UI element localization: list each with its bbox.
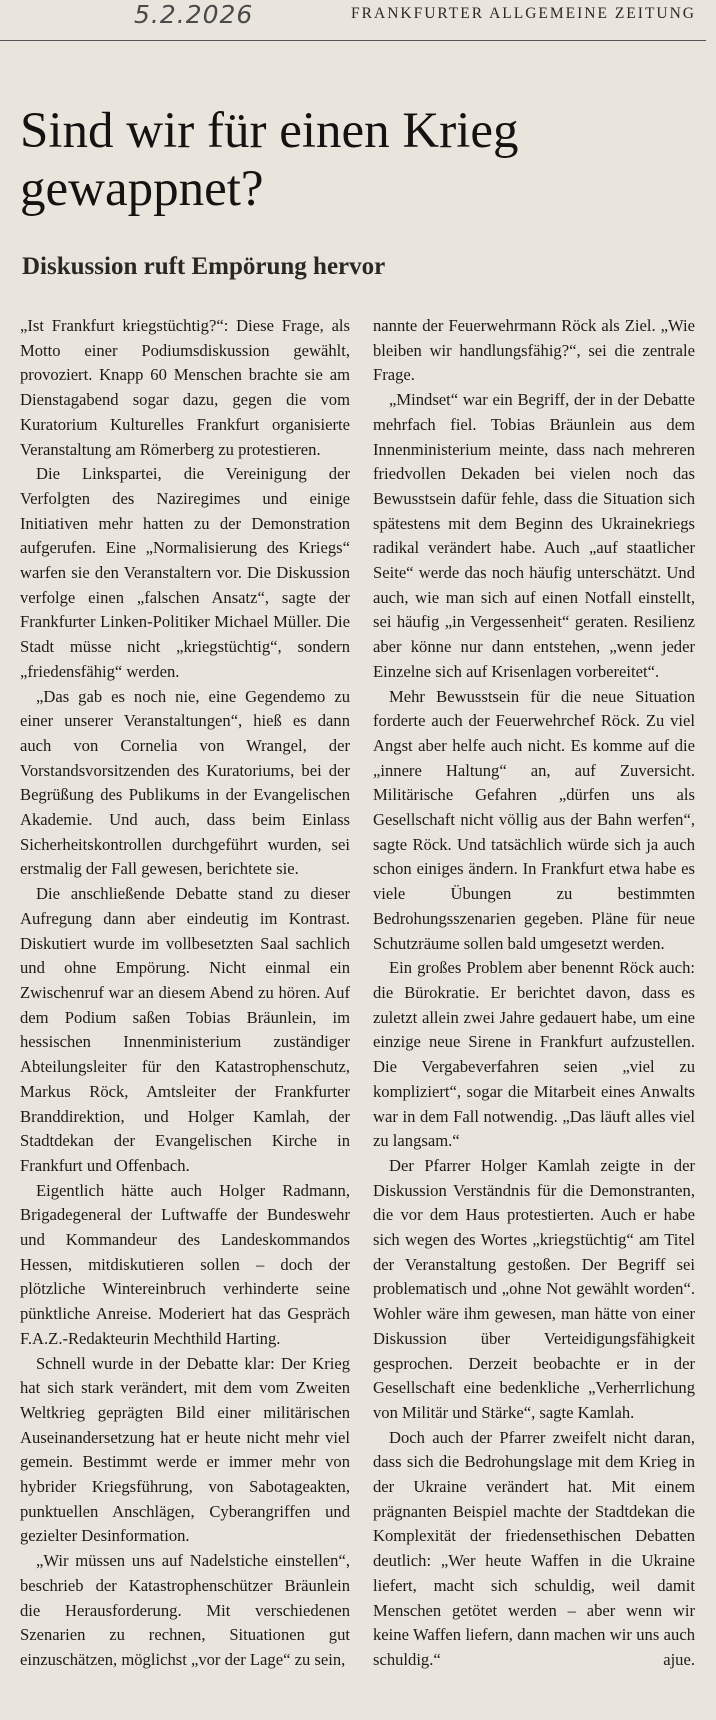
paragraph-last	[373, 1426, 695, 1673]
paragraph: Schnell wurde in der Debatte klar: Der Krieg hat sich stark verändert, mit dem vom Zweiten Weltkrieg geprägten Bild einer militärischen Auseinandersetzung hat er heute nicht mehr viel gemein. Bestimmt werde er immer mehr von hybrider Kriegsführung, von Sabotageakten, punktuellen Anschlägen, Cyberangriffen und gezielter Desinformation.	[20, 1353, 350, 1546]
header-rule	[0, 40, 706, 41]
handwritten-date: 5.2.2026	[134, 0, 254, 29]
paragraph: Die Linkspartei, die Vereinigung der Verfolgten des Naziregimes und einige Initiativen mehr hatten zu der Demonstration aufgerufen. Eine „Normalisierung des Kriegs“ warfen sie den Veranstaltern vor. Die Diskussion verfolge einen „falschen Ansatz“, sagte der Frankfurter Linken-Politiker Michael Müller. Die Stadt müsse nicht „kriegstüchtig“, sondern „friedensfähig“ werden.	[20, 464, 350, 681]
paragraph: Ein großes Problem aber benennt Röck auch: die Bürokratie. Er berichtet davon, dass es zuletzt allein zwei Jahre gedauert habe, um eine einzige neue Sirene in Frankfurt aufzustellen. Die Vergabeverfahren seien „viel zu kompliziert“, sogar die Mitarbeit eines Anwalts war in dem Fall notwendig. „Das läuft alles viel zu langsam.“	[373, 958, 695, 1151]
article-headline: Sind wir für einen Krieg gewappnet?	[20, 103, 519, 217]
paragraph: „Ist Frankfurt kriegstüchtig?“: Diese Frage, als Motto einer Podiumsdiskussion gewählt, provoziert. Knapp 60 Menschen brachte sie am Dienstagabend sogar dazu, gegen die vom Kuratorium Kulturelles Frankfurt organisierte Veranstaltung am Römerberg zu protestieren.	[20, 316, 350, 459]
article-column-right	[373, 314, 695, 1673]
paragraph: „Mindset“ war ein Begriff, der in der Debatte mehrfach fiel. Tobias Bräunlein aus dem Innenministerium meinte, dass nach mehreren friedvollen Dekaden bei vielen noch das Bewusstsein dafür fehle, dass die Situation sich spätestens mit dem Beginn des Ukrainekriegs radikal verändert habe. Auch „auf staatlicher Seite“ werde das noch häufig unterschätzt. Und auch, wie man sich auf einen Notfall einstellt, sei häufig „in Vergessenheit“ geraten. Resilienz aber könne nur dann entstehen, „wenn jeder Einzelne sich auf Krisenlagen vorbereitet“.	[373, 390, 695, 681]
author-signature: ajue.	[663, 1649, 695, 1669]
paragraph: „Das gab es noch nie, eine Gegendemo zu einer unserer Veranstaltungen“, hieß es dann auch von Cornelia von Wrangel, der Vorstandsvorsitzenden des Kuratoriums, bei der Begrüßung des Publikums in der Evangelischen Akademie. Und auch, dass beim Einlass Sicherheitskontrollen durchgeführt wurden, sei erstmalig der Fall gewesen, berichtete sie.	[20, 686, 350, 879]
paragraph: Die anschließende Debatte stand zu dieser Aufregung dann aber eindeutig im Kontrast. Diskutiert wurde im vollbesetzten Saal sachlich und ohne Empörung. Nicht einmal ein Zwischenruf war an diesem Abend zu hören. Auf dem Podium saßen Tobias Bräunlein, im hessischen Innenministerium zuständiger Abteilungsleiter für den Katastrophenschutz, Markus Röck, Amtsleiter der Frankfurter Branddirektion, und Holger Kamlah, der Stadtdekan der Evangelischen Kirche in Frankfurt und Offenbach.	[20, 884, 350, 1175]
paragraph: „Wir müssen uns auf Nadelstiche einstellen“, beschrieb der Katastrophenschützer Bräunlein die Herausforderung. Mit verschiedenen Szenarien zu rechnen, Situationen gut einzuschätzen, möglichst „vor der Lage“ zu sein,	[20, 1551, 350, 1669]
paragraph-text: Doch auch der Pfarrer zweifelt nicht daran, dass sich die Bedrohungslage mit dem Krieg in der Ukraine verändert hat. Mit einem prägnanten Beispiel machte der Stadtdekan die Komplexität der friedensethischen Debatten deutlich: „Wer heute Waffen in die Ukraine liefert, macht sich schuldig, weil damit Menschen getötet werden – aber wenn wir keine Waffen liefern, dann machen wir uns auch schuldig.“	[373, 1427, 695, 1669]
paragraph: Der Pfarrer Holger Kamlah zeigte in der Diskussion Verständnis für die Demonstranten, die vor dem Haus protestierten. Auch er habe sich wegen des Wortes „kriegstüchtig“ am Titel der Veranstaltung gestoßen. Der Begriff sei problematisch und „ohne Not gewählt worden“. Wohler wäre ihm gewesen, man hätte von einer Diskussion über Verteidigungsfähigkeit gesprochen. Derzeit beobachte er in der Gesellschaft eine bedenkliche „Verherrlichung von Militär und Stärke“, sagte Kamlah.	[373, 1155, 695, 1422]
article-column-left	[20, 314, 350, 1673]
paragraph: Eigentlich hätte auch Holger Radmann, Brigadegeneral der Luftwaffe der Bundeswehr und Kommandeur des Landeskommandos Hessen, mitdiskutieren sollen – doch der plötzliche Wintereinbruch verhinderte seine pünktliche Anreise. Moderiert hat das Gespräch F.A.Z.-Redakteurin Mechthild Harting.	[20, 1180, 350, 1348]
article-subhead: Diskussion ruft Empörung hervor	[22, 253, 386, 280]
paragraph: Mehr Bewusstsein für die neue Situation forderte auch der Feuerwehrchef Röck. Zu viel Angst aber helfe auch nicht. Es komme auf die „innere Haltung“ an, auf Zuversicht. Militärische Gefahren „dürfen uns als Gesellschaft nicht völlig aus der Bahn werfen“, sagte Röck. Und tatsächlich würde sich ja auch schon einiges ändern. In Frankfurt etwa habe es viele Übungen zu bestimmten Bedrohungsszenarien gegeben. Pläne für neue Schutzräume sollen bald umgesetzt werden.	[373, 686, 695, 953]
paragraph: nannte der Feuerwehrmann Röck als Ziel. „Wie bleiben wir handlungsfähig?“, sei die zentrale Frage.	[373, 316, 695, 385]
newspaper-masthead: FRANKFURTER ALLGEMEINE ZEITUNG	[351, 5, 696, 22]
